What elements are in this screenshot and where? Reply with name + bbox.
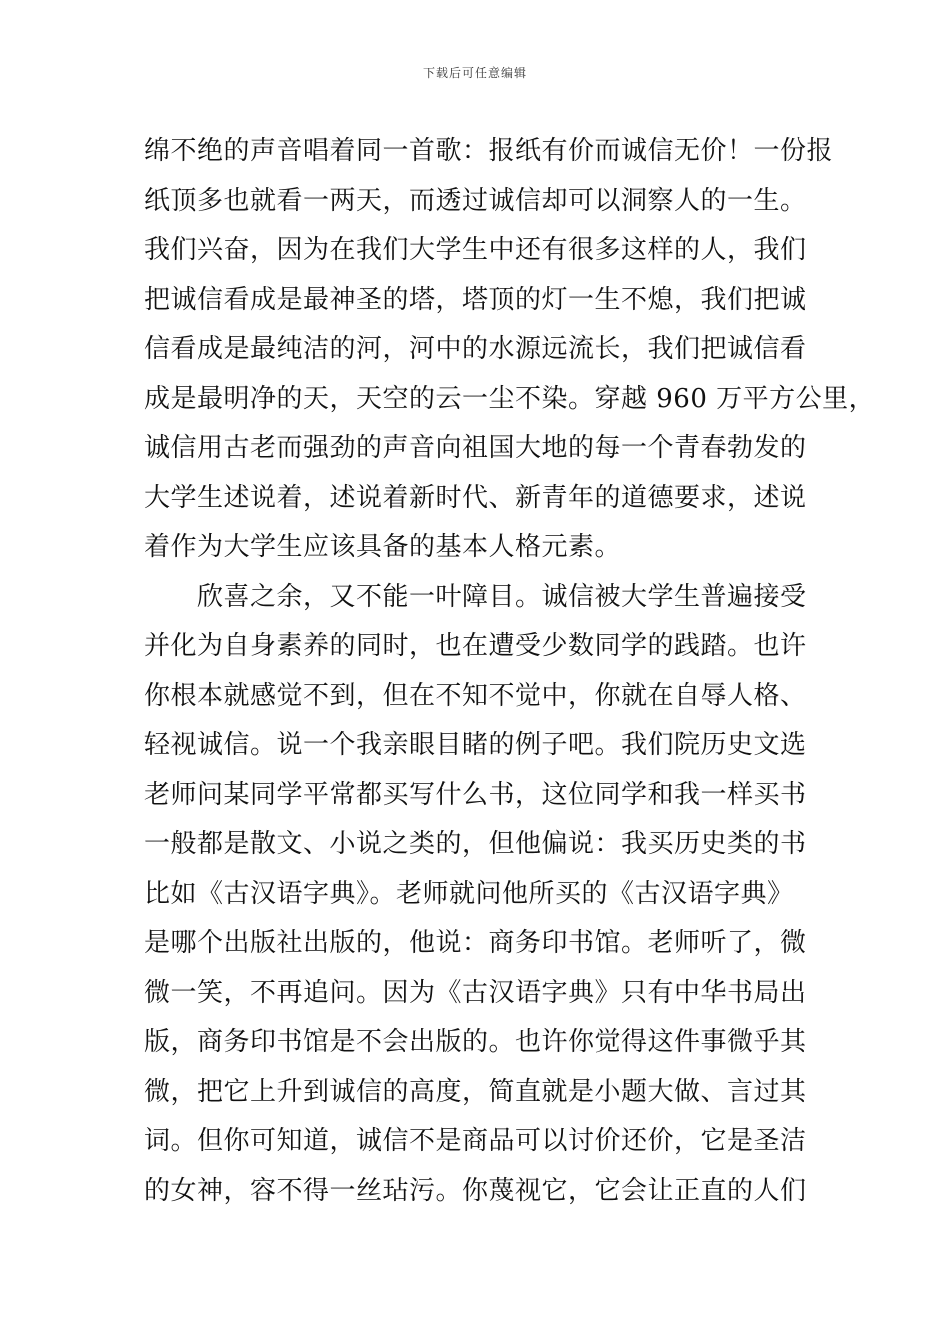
text-line: 纸顶多也就看一两天，而透过诚信却可以洞察人的一生。 — [144, 185, 807, 216]
page-header: 下载后可任意编辑 — [422, 66, 527, 80]
text-line: 微一笑，不再追问。因为《古汉语字典》只有中华书局出 — [144, 977, 807, 1008]
text-line: 一般都是散文、小说之类的，但他偏说：我买历史类的书 — [144, 829, 807, 859]
document-body — [144, 127, 876, 1216]
text-line: 欣喜之余，又不能一叶障目。诚信被大学生普遍接受 — [144, 581, 807, 612]
text-line: 成是最明净的天，天空的云一尘不染。穿越 960 万平方公里， — [144, 383, 876, 414]
text-line: 你根本就感觉不到，但在不知不觉中，你就在自辱人格、 — [144, 680, 807, 711]
text-line: 诚信用古老而强劲的声音向祖国大地的每一个青春勃发的 — [144, 433, 807, 463]
text-line: 轻视诚信。说一个我亲眼目睹的例子吧。我们院历史文选 — [144, 730, 807, 760]
text-line: 绵不绝的声音唱着同一首歌：报纸有价而诚信无价！一份报 — [144, 136, 834, 166]
text-line: 的女神，容不得一丝玷污。你蔑视它，它会让正直的人们 — [144, 1175, 807, 1206]
text-line: 版，商务印书馆是不会出版的。也许你觉得这件事微乎其 — [144, 1027, 807, 1057]
text-line: 并化为自身素养的同时，也在遭受少数同学的践踏。也许 — [144, 631, 807, 661]
text-line: 把诚信看成是最神圣的塔，塔顶的灯一生不熄，我们把诚 — [144, 284, 807, 315]
text-line: 微，把它上升到诚信的高度，简直就是小题大做、言过其 — [144, 1076, 807, 1107]
text-line: 是哪个出版社出版的，他说：商务印书馆。老师听了，微 — [144, 928, 807, 958]
text-line: 比如《古汉语字典》。老师就问他所买的《古汉语字典》 — [144, 878, 794, 909]
text-line: 老师问某同学平常都买写什么书，这位同学和我一样买书 — [144, 779, 807, 810]
text-line: 我们兴奋，因为在我们大学生中还有很多这样的人，我们 — [144, 235, 807, 265]
text-line: 着作为大学生应该具备的基本人格元素。 — [144, 532, 622, 562]
text-line: 信看成是最纯洁的河，河中的水源远流长，我们把诚信看 — [144, 334, 807, 364]
text-line: 词。但你可知道，诚信不是商品可以讨价还价，它是圣洁 — [144, 1126, 807, 1156]
text-line: 大学生述说着，述说着新时代、新青年的道德要求，述说 — [144, 482, 807, 513]
